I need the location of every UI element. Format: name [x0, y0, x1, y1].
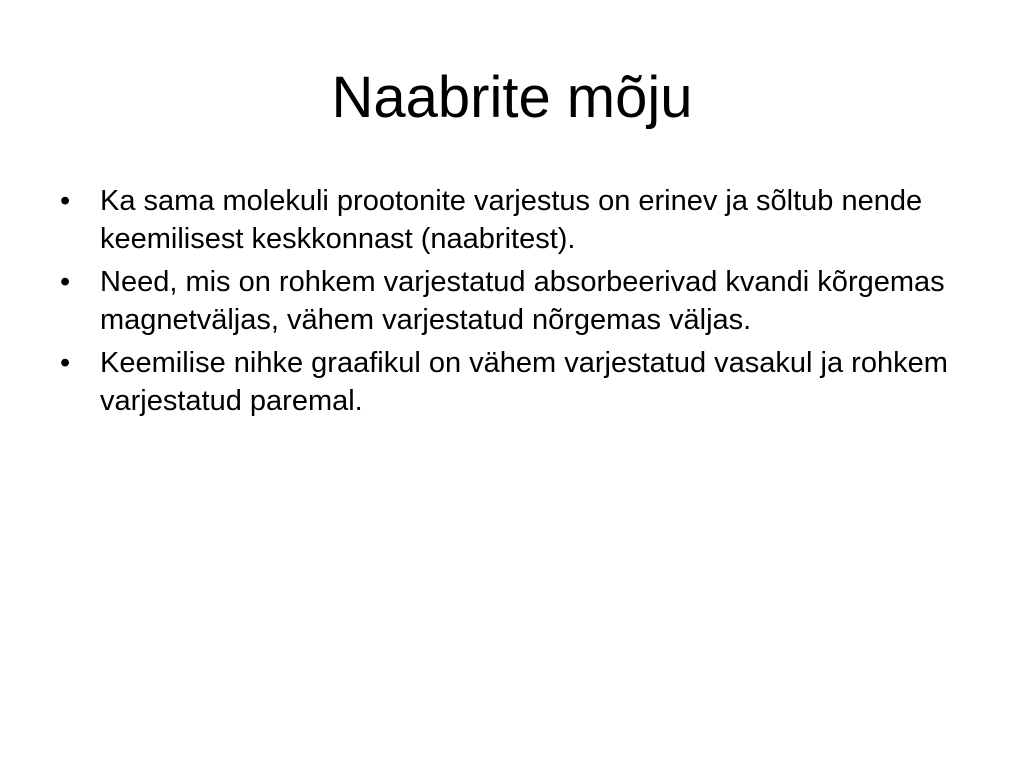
bullet-icon: •: [60, 266, 71, 298]
bullet-item: [60, 263, 960, 339]
slide-title: Naabrite mõju: [331, 65, 693, 130]
bullet-icon: •: [60, 185, 71, 217]
bullet-item: [60, 182, 960, 258]
bullet-icon: •: [60, 347, 71, 379]
bullet-list: [60, 182, 960, 425]
bullet-text: Ka sama molekuli prootonite varjestus on erinev ja sõltub nende keemilisest keskkonnast (naabritest).: [100, 185, 923, 255]
bullet-text: Keemilise nihke graafikul on vähem varjestatud vasakul ja rohkem varjestatud paremal.: [100, 347, 948, 417]
bullet-item: [60, 344, 960, 420]
bullet-text: Need, mis on rohkem varjestatud absorbeerivad kvandi kõrgemas magnetväljas, vähem varjestatud nõrgemas väljas.: [100, 266, 945, 336]
